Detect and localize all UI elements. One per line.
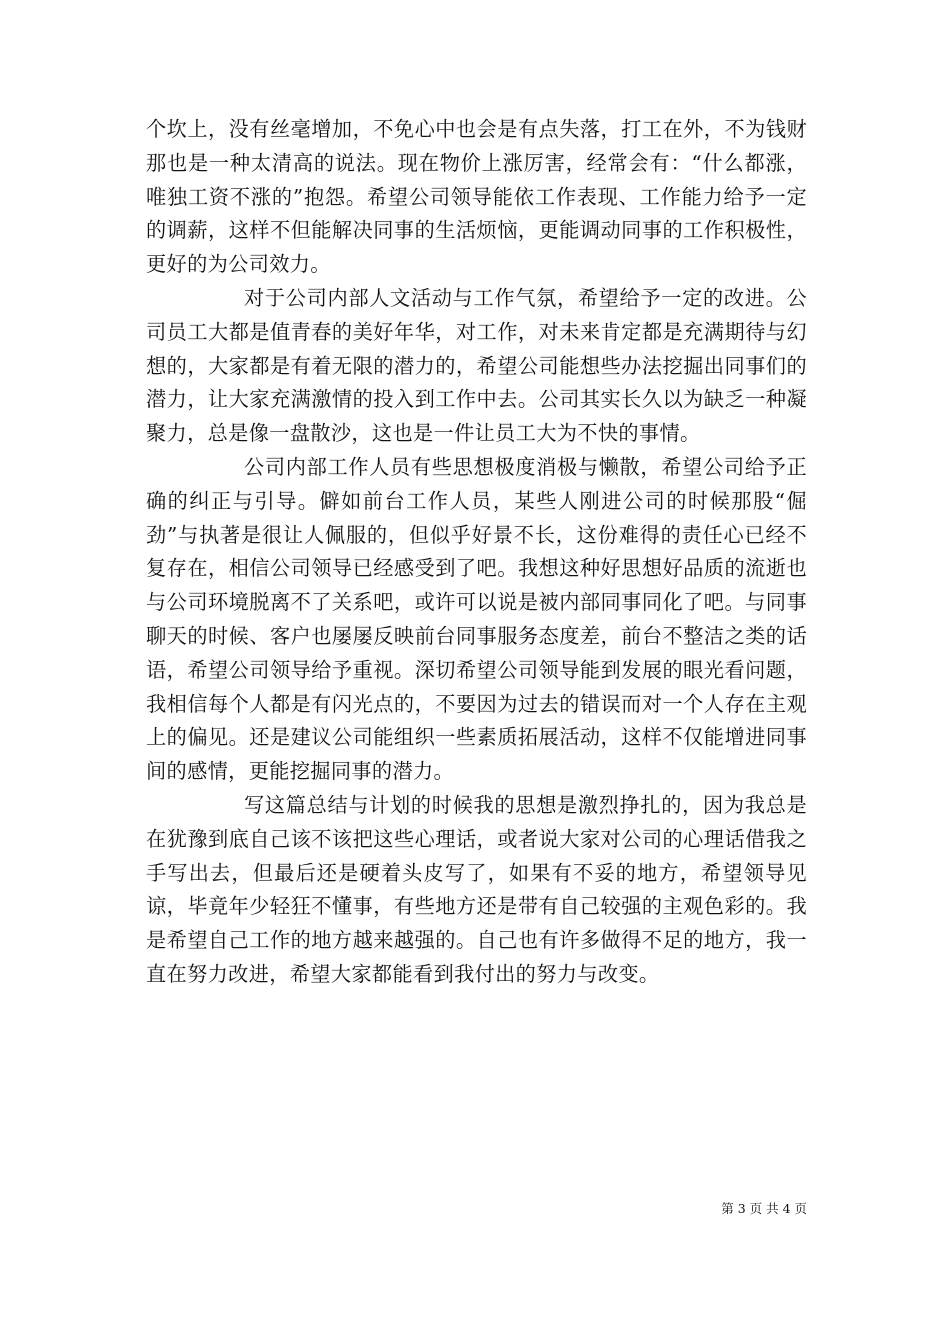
document-body xyxy=(146,113,807,992)
paragraph-1: 个坎上，没有丝毫增加，不免心中也会是有点失落，打工在外，不为钱财那也是一种太清高的说法。现在物价上涨厉害，经常会有：“什么都涨，唯独工资不涨的”抱怨。希望公司领导能依工作表现、工作能力给予一定的调薪，这样不但能解决同事的生活烦恼，更能调动同事的工作积极性，更好的为公司效力。 xyxy=(146,117,807,277)
paragraph-3: 公司内部工作人员有些思想极度消极与懒散，希望公司给予正确的纠正与引导。僻如前台工作人员，某些人刚进公司的时候那股“倔劲”与执著是很让人佩服的，但似乎好景不长，这份难得的责任心已经不复存在，相信公司领导已经感受到了吧。我想这种好思想好品质的流逝也与公司环境脱离不了关系吧，或许可以说是被内部同事同化了吧。与同事聊天的时候、客户也屡屡反映前台同事服务态度差，前台不整洁之类的话语，希望公司领导给予重视。深切希望公司领导能到发展的眼光看问题，我相信每个人都是有闪光点的，不要因为过去的错误而对一个人存在主观上的偏见。还是建议公司能组织一些素质拓展活动，这样不仅能增进同事间的感情，更能挖掘同事的潜力。 xyxy=(146,454,807,784)
paragraph-2: 对于公司内部人文活动与工作气氛，希望给予一定的改进。公司员工大都是值青春的美好年华，对工作，对未来肯定都是充满期待与幻想的，大家都是有着无限的潜力的，希望公司能想些办法挖掘出同事们的潜力，让大家充满激情的投入到工作中去。公司其实长久以为缺乏一种凝聚力，总是像一盘散沙，这也是一件让员工大为不快的事情。 xyxy=(146,285,807,446)
paragraph-4: 写这篇总结与计划的时候我的思想是激烈挣扎的，因为我总是在犹豫到底自己该不该把这些心理话，或者说大家对公司的心理话借我之手写出去，但最后还是硬着头皮写了，如果有不妥的地方，希望领导见谅，毕竟年少轻狂不懂事，有些地方还是带有自己较强的主观色彩的。我是希望自己工作的地方越来越强的。自己也有许多做得不足的地方，我一直在努力改进，希望大家都能看到我付出的努力与改变。 xyxy=(146,792,807,986)
page-number: 第 3 页 共 4 页 xyxy=(721,1201,807,1216)
